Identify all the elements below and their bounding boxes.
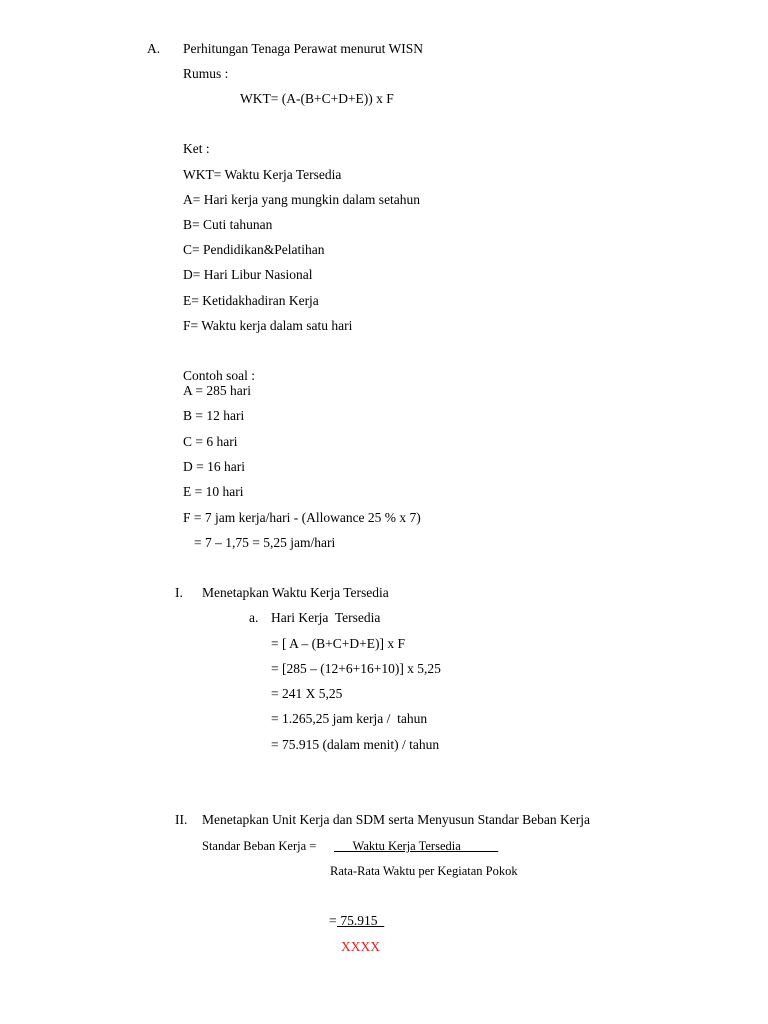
subsection-a-title: Hari Kerja Tersedia <box>271 610 381 625</box>
ket-line: D= Hari Libur Nasional <box>183 267 313 282</box>
sbk-equals: = <box>329 913 337 928</box>
ket-line: E= Ketidakhadiran Kerja <box>183 293 319 308</box>
sbk-label: Standar Beban Kerja = <box>202 839 317 853</box>
sbk-value-denominator: XXXX <box>341 939 380 954</box>
sbk-numerator: Waktu Kerja Tersedia <box>334 839 499 853</box>
sbk-denominator: Rata-Rata Waktu per Kegiatan Pokok <box>330 864 518 878</box>
ket-line: F= Waktu kerja dalam satu hari <box>183 318 353 333</box>
ket-line: B= Cuti tahunan <box>183 217 273 232</box>
subsection-a-marker: a. <box>249 610 259 625</box>
ket-line: A= Hari kerja yang mungkin dalam setahun <box>183 192 421 207</box>
section-1-title: Menetapkan Waktu Kerja Tersedia <box>202 585 389 600</box>
contoh-line: E = 10 hari <box>183 484 244 499</box>
contoh-line: F = 7 jam kerja/hari - (Allowance 25 % x 7) <box>183 510 421 525</box>
ket-label: Ket : <box>183 141 210 156</box>
section-2-title: Menetapkan Unit Kerja dan SDM serta Menyusun Standar Beban Kerja <box>202 812 591 827</box>
ket-line: WKT= Waktu Kerja Tersedia <box>183 167 342 182</box>
ket-line: C= Pendidikan&Pelatihan <box>183 242 325 257</box>
contoh-line: C = 6 hari <box>183 434 238 449</box>
wkt-formula: WKT= (A-(B+C+D+E)) x F <box>240 91 394 106</box>
contoh-line: D = 16 hari <box>183 459 245 474</box>
contoh-line: = 7 – 1,75 = 5,25 jam/hari <box>194 535 336 550</box>
contoh-label: Contoh soal : <box>183 368 256 383</box>
section-1-marker: I. <box>175 585 183 600</box>
section-2-marker: II. <box>175 812 188 827</box>
section-a-title: Perhitungan Tenaga Perawat menurut WISN <box>183 41 423 56</box>
calc-step: = [285 – (12+6+16+10)] x 5,25 <box>271 661 441 676</box>
contoh-line: A = 285 hari <box>183 383 251 398</box>
calc-step: = 241 X 5,25 <box>271 686 343 701</box>
contoh-line: B = 12 hari <box>183 408 245 423</box>
rumus-label: Rumus : <box>183 66 229 81</box>
calc-step: = [ A – (B+C+D+E)] x F <box>271 636 405 651</box>
calc-step: = 1.265,25 jam kerja / tahun <box>271 711 428 726</box>
section-a-marker: A. <box>147 41 161 56</box>
sbk-value-numerator: 75.915 <box>337 913 385 928</box>
calc-step: = 75.915 (dalam menit) / tahun <box>271 737 440 752</box>
